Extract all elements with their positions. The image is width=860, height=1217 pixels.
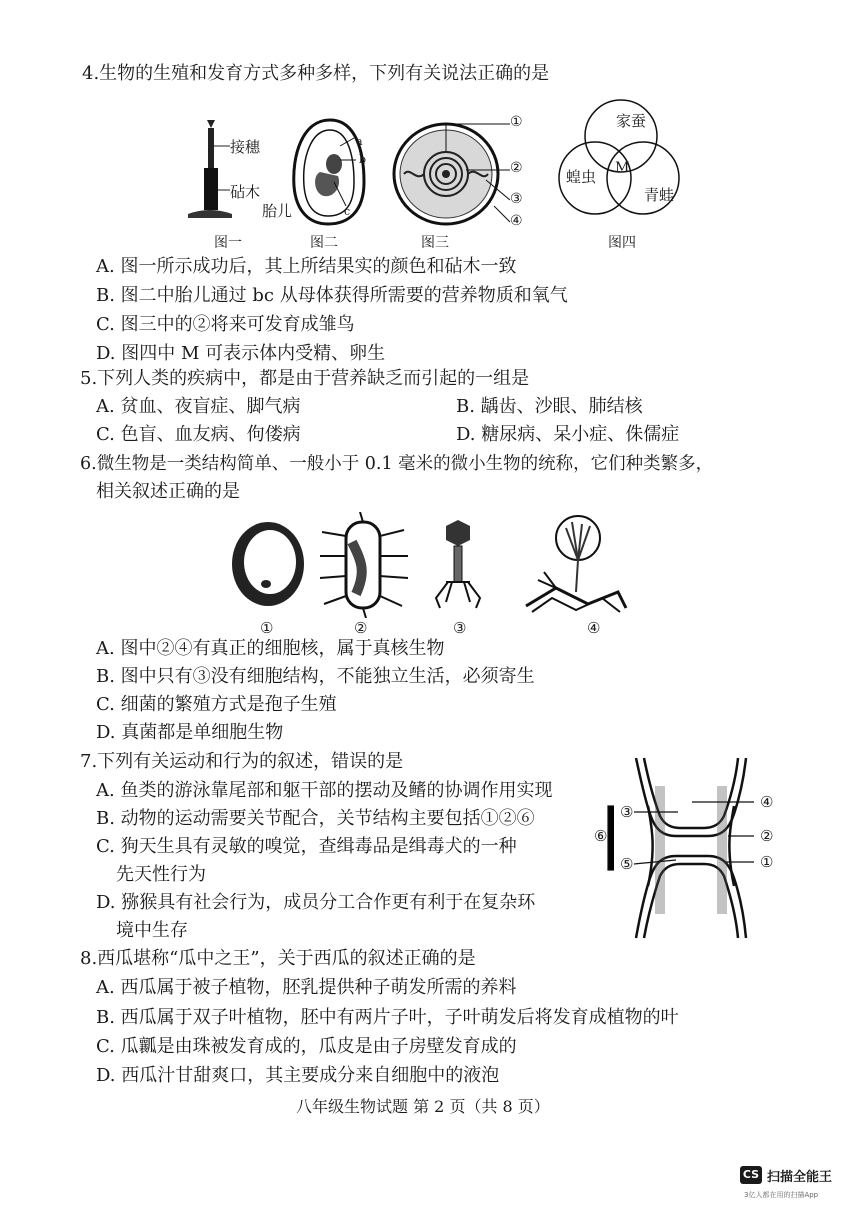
- q7-option-c: C. 狗天生具有灵敏的嗅觉，查缉毒品是缉毒犬的一种: [96, 836, 517, 857]
- fig4-silkworm: 家蚕: [616, 112, 647, 130]
- q6-label-1: ①: [260, 619, 274, 637]
- fig3-egg: [390, 118, 510, 230]
- fig3-mark-3: ③: [510, 191, 523, 207]
- q5-option-b: B. 龋齿、沙眼、肺结核: [456, 396, 643, 417]
- q7-option-d-cont: 境中生存: [116, 920, 188, 941]
- q8-stem: 8.西瓜堪称“瓜中之王”，关于西瓜的叙述正确的是: [80, 948, 476, 969]
- q8-option-a: A. 西瓜属于被子植物，胚乳提供种子萌发所需的养料: [96, 977, 517, 998]
- fig3-mark-2: ②: [510, 160, 523, 176]
- fig1-caption: 图一: [214, 235, 242, 251]
- joint-label-1: ①: [760, 853, 774, 871]
- fig3-caption: 图三: [421, 235, 449, 251]
- q4-option-b: B. 图二中胎儿通过 bc 从母体获得所需要的营养物质和氧气: [96, 285, 568, 306]
- fig2-fetus-label: 胎儿: [262, 202, 293, 220]
- q5-option-a: A. 贫血、夜盲症、脚气病: [96, 396, 301, 417]
- joint-label-2: ②: [760, 827, 774, 845]
- q5-stem: 5.下列人类的疾病中，都是由于营养缺乏而引起的一组是: [80, 368, 530, 389]
- fig2-label-b: b: [359, 153, 367, 166]
- fig2-label-c: c: [344, 205, 351, 218]
- q5-option-d: D. 糖尿病、呆小症、侏儒症: [456, 424, 680, 445]
- joint-label-6: ⑥: [594, 827, 608, 845]
- q5-option-c: C. 色盲、血友病、佝偻病: [96, 424, 301, 445]
- fig1-scion-label: 接穗: [230, 138, 261, 156]
- q7-stem: 7.下列有关运动和行为的叙述，错误的是: [80, 751, 404, 772]
- joint-label-4: ④: [760, 793, 774, 811]
- fig4-locust: 蝗虫: [566, 168, 597, 186]
- q7-option-c-cont: 先天性行为: [116, 864, 206, 885]
- scanner-tagline: 3亿人都在用的扫描App: [744, 1191, 819, 1199]
- q4-option-a: A. 图一所示成功后，其上所结果实的颜色和砧木一致: [96, 256, 517, 277]
- q6-label-3: ③: [453, 619, 467, 637]
- scanner-app-name: 扫描全能王: [767, 1170, 833, 1185]
- q6-stem-line2: 相关叙述正确的是: [96, 481, 240, 502]
- q4-stem: 4.生物的生殖和发育方式多种多样，下列有关说法正确的是: [82, 63, 550, 84]
- fig4-caption: 图四: [608, 235, 636, 251]
- q6-stem-line1: 6.微生物是一类结构简单、一般小于 0.1 毫米的微小生物的统称，它们种类繁多，: [80, 454, 714, 474]
- q6-label-2: ②: [354, 619, 368, 637]
- q4-option-d: D. 图四中 M 可表示体内受精、卵生: [96, 343, 386, 364]
- joint-label-5: ⑤: [620, 855, 634, 873]
- q6-option-b: B. 图中只有③没有细胞结构，不能独立生活，必须寄生: [96, 666, 535, 687]
- scanner-logo-icon: CS: [740, 1166, 762, 1184]
- fig4-frog: 青蛙: [644, 186, 675, 204]
- q4-option-c: C. 图三中的②将来可发育成雏鸟: [96, 314, 355, 335]
- fig1-stock-label: 砧木: [230, 183, 261, 201]
- fig3-mark-1: ①: [510, 114, 523, 130]
- fig2-label-a: a: [356, 135, 363, 148]
- q7-option-a: A. 鱼类的游泳靠尾部和躯干部的摆动及鳍的协调作用实现: [96, 780, 553, 801]
- q6-microbes-figure: [226, 512, 636, 618]
- q7-joint-diagram: [596, 756, 786, 940]
- q6-option-d: D. 真菌都是单细胞生物: [96, 722, 284, 743]
- page-footer: 八年级生物试题 第 2 页（共 8 页）: [296, 1097, 550, 1116]
- q8-option-b: B. 西瓜属于双子叶植物，胚中有两片子叶，子叶萌发后将发育成植物的叶: [96, 1007, 679, 1028]
- q6-option-a: A. 图中②④有真正的细胞核，属于真核生物: [96, 638, 445, 659]
- fig2-fetus: [290, 116, 370, 228]
- fig3-mark-4: ④: [510, 213, 523, 229]
- q7-option-d: D. 猕猴具有社会行为，成员分工合作更有利于在复杂环: [96, 892, 536, 913]
- q6-label-4: ④: [587, 619, 601, 637]
- q7-option-b: B. 动物的运动需要关节配合，关节结构主要包括①②⑥: [96, 808, 535, 829]
- q8-option-c: C. 瓜瓤是由珠被发育成的，瓜皮是由子房壁发育成的: [96, 1036, 517, 1057]
- q8-option-d: D. 西瓜汁甘甜爽口，其主要成分来自细胞中的液泡: [96, 1065, 500, 1086]
- q6-option-c: C. 细菌的繁殖方式是孢子生殖: [96, 694, 337, 715]
- joint-label-3: ③: [620, 803, 634, 821]
- fig4-m: M: [615, 160, 630, 176]
- fig2-caption: 图二: [310, 235, 338, 251]
